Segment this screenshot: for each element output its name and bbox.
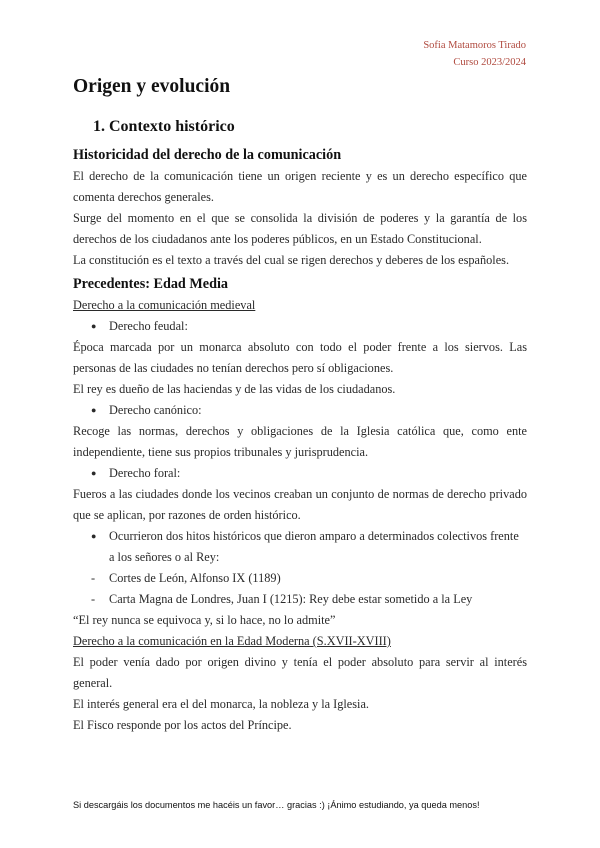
subsection-heading-historicidad: Historicidad del derecho de la comunicación <box>73 147 342 163</box>
page-title: Origen y evolución <box>73 76 231 97</box>
underlined-subheading: Derecho a la comunicación en la Edad Moderna (S.XVII-XVIII) <box>73 634 391 648</box>
bullet-icon: ● <box>91 321 97 331</box>
section-heading: 1. Contexto histórico <box>93 118 235 135</box>
page-footer: Si descargáis los documentos me hacéis un favor… gracias :) ¡Ánimo estudiando, ya queda menos! <box>73 800 480 810</box>
paragraph: El interés general era el del monarca, la nobleza y la Iglesia. <box>73 697 370 711</box>
underlined-subheading: Derecho a la comunicación medieval <box>73 298 256 312</box>
page-header <box>423 37 526 71</box>
dash-icon: - <box>91 571 96 585</box>
paragraph: La constitución es el texto a través del cual se rigen derechos y deberes de los españoles. <box>73 253 510 267</box>
list-item: ● Derecho canónico: <box>109 400 527 421</box>
paragraph: Época marcada por un monarca absoluto con todo el poder frente a los siervos. Las personas de las ciudades no tenían derechos pero sí obligaciones. <box>73 340 527 375</box>
paragraph: Recoge las normas, derechos y obligaciones de la Iglesia católica que, como ente independiente, tiene sus propios tribunales y jurisprudencia. <box>73 424 527 459</box>
paragraph: El derecho de la comunicación tiene un origen reciente y es un derecho específico que comenta derechos generales. <box>73 169 527 204</box>
paragraph: El Fisco responde por los actos del Príncipe. <box>73 718 292 732</box>
paragraph: Surge del momento en el que se consolida la división de poderes y la garantía de los derechos de los ciudadanos ante los poderes públicos, en un Estado Constitucional. <box>73 211 527 246</box>
author-name: Sofia Matamoros Tirado <box>423 40 526 51</box>
list-item: - Cortes de León, Alfonso IX (1189) <box>109 568 527 589</box>
paragraph: El poder venía dado por origen divino y tenía el poder absoluto para servir al interés general. <box>73 655 527 690</box>
list-item: - Carta Magna de Londres, Juan I (1215): Rey debe estar sometido a la Ley <box>109 589 527 610</box>
paragraph: Fueros a las ciudades donde los vecinos creaban un conjunto de normas de derecho privado que se aplican, por razones de orden histórico. <box>73 487 527 522</box>
list-item: ● Ocurrieron dos hitos históricos que dieron amparo a determinados colectivos frente a los señores o al Rey: <box>109 526 527 568</box>
list-item: ● Derecho foral: <box>109 463 527 484</box>
subsection-heading-edad-media: Precedentes: Edad Media <box>73 276 228 292</box>
quote: “El rey nunca se equivoca y, si lo hace, no lo admite” <box>73 613 336 627</box>
bullet-icon: ● <box>91 531 97 541</box>
course-year: Curso 2023/2024 <box>453 57 526 68</box>
dash-icon: - <box>91 592 96 606</box>
bullet-icon: ● <box>91 468 97 478</box>
document-body <box>73 116 527 736</box>
paragraph: El rey es dueño de las haciendas y de las vidas de los ciudadanos. <box>73 382 396 396</box>
bullet-icon: ● <box>91 405 97 415</box>
list-item: ● Derecho feudal: <box>109 316 527 337</box>
